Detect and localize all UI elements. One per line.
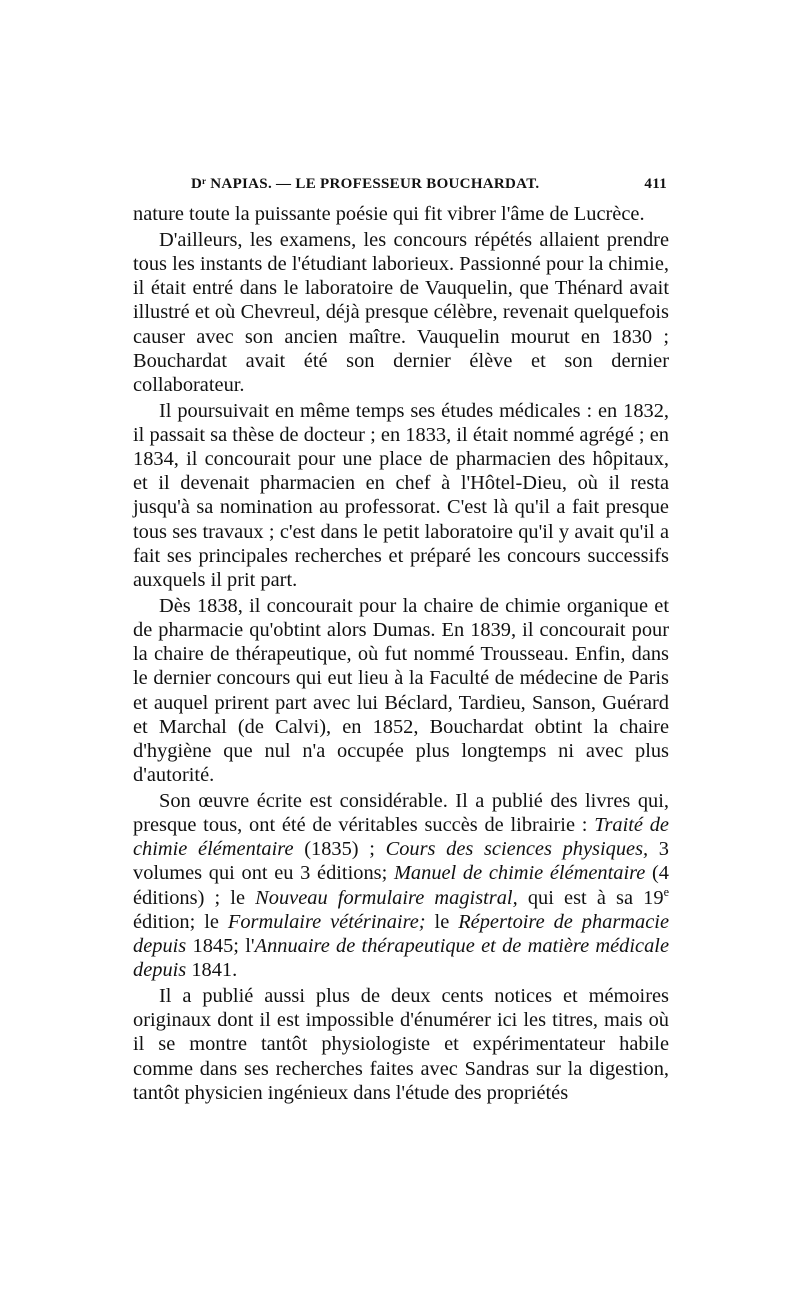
text-run: 1841. — [186, 959, 238, 982]
text-run: (4 éditions) ; le — [133, 862, 670, 909]
paragraph-notices: Il a publié aussi plus de deux cents notices et mémoires originaux dont il est impossible d'énumérer ici les titres, mais où il se montre tantôt physiologiste et expérimentateur habile comme dans ses recherches faites avec Sandras sur la digestion, tantôt physicien ingénieux dans l'étude des propriétés — [133, 985, 669, 1104]
body-text — [133, 202, 669, 1105]
book-title-annuaire: Annuaire de thérapeutique et de matière médicale depuis — [133, 935, 670, 982]
book-title-traite: Traité de chimie élémentaire — [133, 814, 669, 861]
text-run: (1835) ; — [293, 838, 386, 861]
text-run: Son œuvre écrite est considérable. Il a publié des livres qui, presque tous, ont été de véritables succès de librairie : — [133, 789, 669, 837]
paragraph-chemistry-studies: D'ailleurs, les examens, les concours répétés allaient prendre tous les instants de l'étudiant laborieux. Passionné pour la chimie, il était entré dans le laboratoire de Vauquelin, que Thénard avait illustré et où Chevreul, déjà presque célèbre, revenait quelquefois causer avec son ancien maître. Vauquelin mourut en 1830 ; Bouchardat avait été son dernier élève et son dernier collaborateur. — [133, 228, 669, 396]
text-run: le — [425, 910, 459, 933]
text-run: 1845; l' — [186, 935, 255, 958]
superscript-e: e — [663, 884, 669, 899]
text-run: 3 volumes qui ont eu 3 éditions; — [133, 838, 669, 885]
paragraph-continuation: nature toute la puissante poésie qui fit vibrer l'âme de Lucrèce. — [133, 203, 645, 225]
book-page — [133, 176, 669, 1105]
paragraph-concours: Dès 1838, il concourait pour la chaire de chimie organique et de pharmacie qu'obtint alors Dumas. En 1839, il concourait pour la chaire de thérapeutique, où fut nommé Trousseau. Enfin, dans le dernier concours qui eut lieu à la Faculté de médecine de Paris et auquel prirent part avec lui Béclard, Tardieu, Sanson, Guérard et Marchal (de Calvi), en 1852, Bouchardat obtint la chaire d'hygiène que nul n'a occupée plus longtemps ni avec plus d'autorité. — [133, 594, 669, 787]
paragraph-written-works — [133, 789, 669, 983]
book-title-repertoire: Répertoire de pharmacie depuis — [133, 910, 669, 958]
running-header — [133, 176, 669, 202]
page-number: 411 — [644, 176, 667, 192]
book-title-formulaire-magistral: Nouveau formulaire magistral, — [255, 886, 518, 909]
book-title-cours: Cours des sciences physiques, — [385, 838, 649, 861]
running-title: Dʳ NAPIAS. — LE PROFESSEUR BOUCHARDAT. — [191, 176, 540, 192]
paragraph-medical-studies: Il poursuivait en même temps ses études médicales : en 1832, il passait sa thèse de docteur ; en 1833, il était nommé agrégé ; en 1834, il concourait pour une place de pharmacien des hôpitaux, et il devenait pharmacien en chef à l'Hôtel-Dieu, où il resta jusqu'à sa nomination au professorat. C'est là qu'il a fait presque tous ses travaux ; c'est dans le petit laboratoire qu'il y avait qu'il a fait ses principales recherches et préparé les concours successifs auxquels il prit part. — [133, 399, 669, 592]
book-title-manuel: Manuel de chimie élémentaire — [393, 862, 646, 885]
text-run: qui est à sa 19 — [517, 886, 664, 909]
book-title-formulaire-veterinaire: Formulaire vétérinaire; — [227, 910, 426, 933]
text-run: édition; le — [133, 910, 228, 933]
